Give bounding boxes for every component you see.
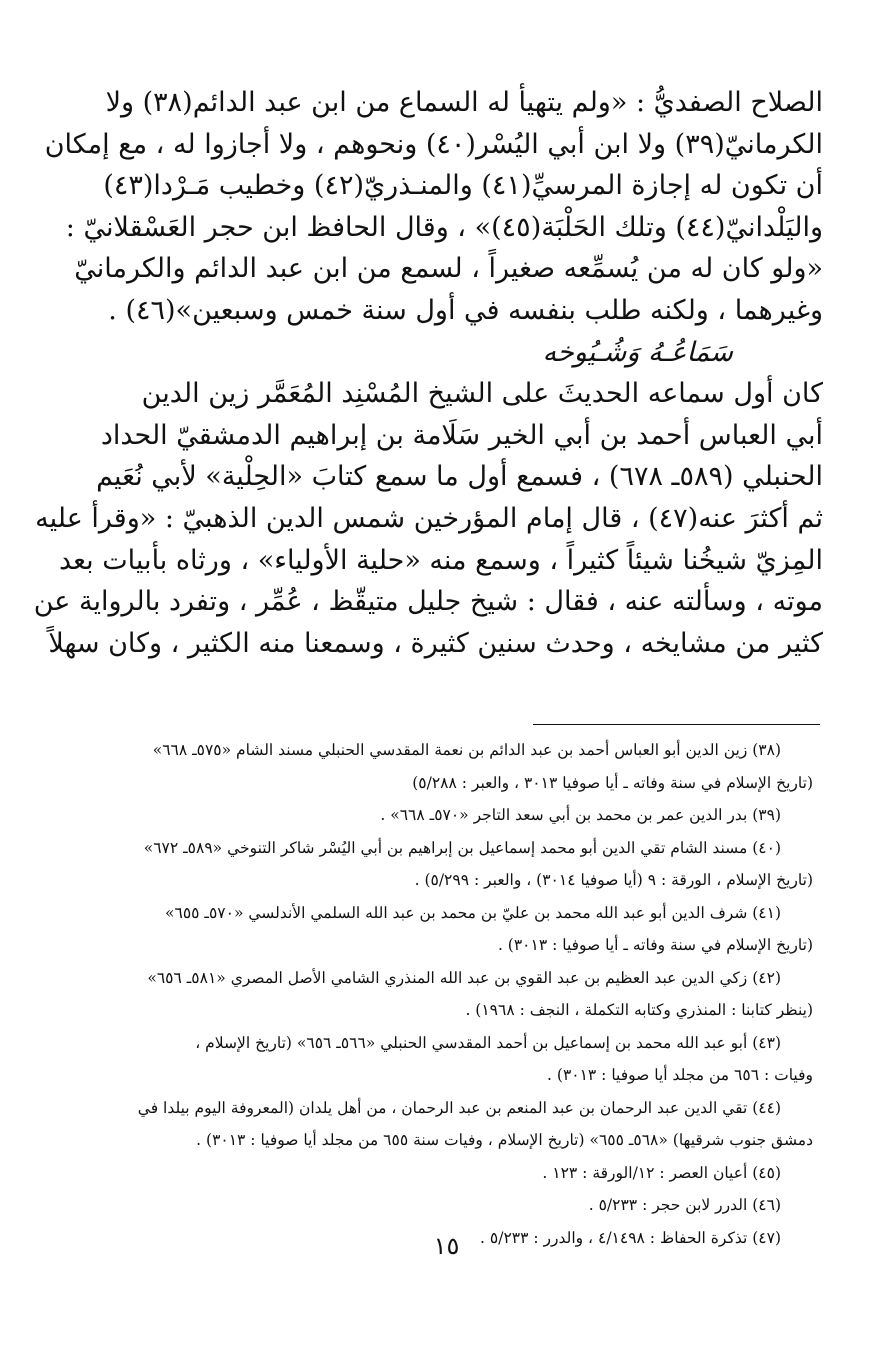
footnote-line: (٤٠) مسند الشام تقي الدين أبو محمد إسماعيل بن إبراهيم بن أبي اليُسْر شاكر التنوخي «٥٨٩ـ ٦٧٢» [143, 838, 781, 857]
text-line: «ولو كان له من يُسمِّعه صغيراً ، لسمع من ابن عبد الدائم والكرمانيّ [74, 253, 823, 285]
text-line: أن تكون له إجازة المرسيِّ(٤١) والمنـذريّ(٤٢) وخطيب مَـرْدا(٤٣) [103, 170, 823, 202]
footnote-divider [533, 724, 820, 725]
footnote-line: (٤٦) الدرر لابن حجر : ٥/٢٣٣ . [588, 1196, 781, 1214]
text-line: ثم أكثرَ عنه(٤٧) ، قال إمام المؤرخين شمس الدين الذهبيّ : «وقرأ عليه [35, 502, 823, 534]
text-line: موته ، وسألته عنه ، فقال : شيخ جليل متيقّظ ، عُمِّر ، وتفرد بالرواية عن [33, 586, 823, 618]
footnote-line: وفيات : ٦٥٦ من مجلد أيا صوفيا : ٣٠١٣) . [547, 1066, 813, 1084]
text-line: واليَلْدانيّ(٤٤) وتلك الحَلْبَة(٤٥)» ، وقال الحافظ ابن حجر العَسْقلانيّ : [65, 211, 823, 243]
text-line: أبي العباس أحمد بن أبي الخير سَلَامة بن إبراهيم الدمشقيّ الحداد [100, 419, 823, 451]
footnote-line: (٤٤) تقي الدين عبد الرحمان بن عبد المنعم بن عبد الرحمان ، من أهل يلدان (المعروفة اليوم بيلدا في [137, 1098, 781, 1117]
footnote-line: (ينظر كتابنا : المنذري وكتابه التكملة ، النجف : ١٩٦٨) . [465, 1001, 813, 1019]
footnote-line: (٣٩) بدر الدين عمر بن محمد بن أبي سعد التاجر «٥٧٠ـ ٦٦٨» . [380, 806, 781, 824]
text-line: الصلاح الصفديُّ : «ولم يتهيأ له السماع من ابن عبد الدائم(٣٨) ولا [105, 87, 823, 118]
footnote-line: دمشق جنوب شرقيها) «٥٦٨ـ ٦٥٥» (تاريخ الإسلام ، وفيات سنة ٦٥٥ من مجلد أيا صوفيا : ٣٠١٣) . [196, 1131, 813, 1149]
text-line: وغيرهما ، ولكنه طلب بنفسه في أول سنة خمس وسبعين»(٤٦) . [108, 294, 823, 326]
text-line: الحنبلي (٥٨٩ـ ٦٧٨) ، فسمع أول ما سمع كتابَ «الحِلْية» لأبي نُعَيم [96, 461, 823, 493]
footnote-line: (٤٧) تذكرة الحفاظ : ٤/١٤٩٨ ، والدرر : ٥/٢٣٣ . [480, 1228, 781, 1247]
text-line: كان أول سماعه الحديثَ على الشيخ المُسْنِد المُعَمَّر زين الدين [141, 378, 823, 410]
footnote-line: (٤٥) أعيان العصر : ١٢/الورقة : ١٢٣ . [542, 1163, 781, 1182]
footnote-line: (تاريخ الإسلام ، الورقة : ٩ (أيا صوفيا ٣٠١٤) ، والعبر : ٥/٢٩٩) . [414, 871, 813, 889]
footnote-line: (تاريخ الإسلام في سنة وفاته ـ أيا صوفيا : ٣٠١٣) . [497, 936, 813, 954]
section-heading: سَمَاعُـهُ وَشُـيُوخه [542, 336, 733, 368]
footnote-line: (٤٢) زكي الدين عبد العظيم بن عبد القوي بن عبد الله المنذري الشامي الأصل المصري «٥٨١ـ ٦٥٦» [147, 968, 781, 987]
footnote-line: (٤٣) أبو عبد الله محمد بن إسماعيل بن أحمد المقدسي الحنبلي «٥٦٦ـ ٦٥٦» (تاريخ الإسلام ، [195, 1033, 781, 1052]
footnote-line: (تاريخ الإسلام في سنة وفاته ـ أيا صوفيا ٣٠١٣ ، والعبر : ٥/٢٨٨) [412, 773, 813, 792]
page-number: ١٥ [433, 1232, 460, 1260]
footnote-line: (٣٨) زين الدين أبو العباس أحمد بن عبد الدائم بن نعمة المقدسي الحنبلي مسند الشام «٥٧٥ـ ٦٦٨» [152, 741, 781, 759]
text-line: الكرمانيّ(٣٩) ولا ابن أبي اليُسْر(٤٠) ونحوهم ، ولا أجازوا له ، مع إمكان [44, 128, 823, 160]
text-line: كثير من مشايخه ، وحدث سنين كثيرة ، وسمعنا منه الكثير ، وكان سهلاً [48, 627, 823, 659]
main-text [33, 82, 823, 664]
footnote-line: (٤١) شرف الدين أبو عبد الله محمد بن عليّ بن محمد بن عبد الله السلمي الأندلسي «٥٧٠ـ ٦٥٥» [165, 903, 781, 922]
footnotes [128, 734, 813, 1254]
text-line: المِزيّ شيخُنا شيئاً كثيراً ، وسمع منه «حلية الأولياء» ، ورثاه بأبيات بعد [58, 544, 823, 576]
